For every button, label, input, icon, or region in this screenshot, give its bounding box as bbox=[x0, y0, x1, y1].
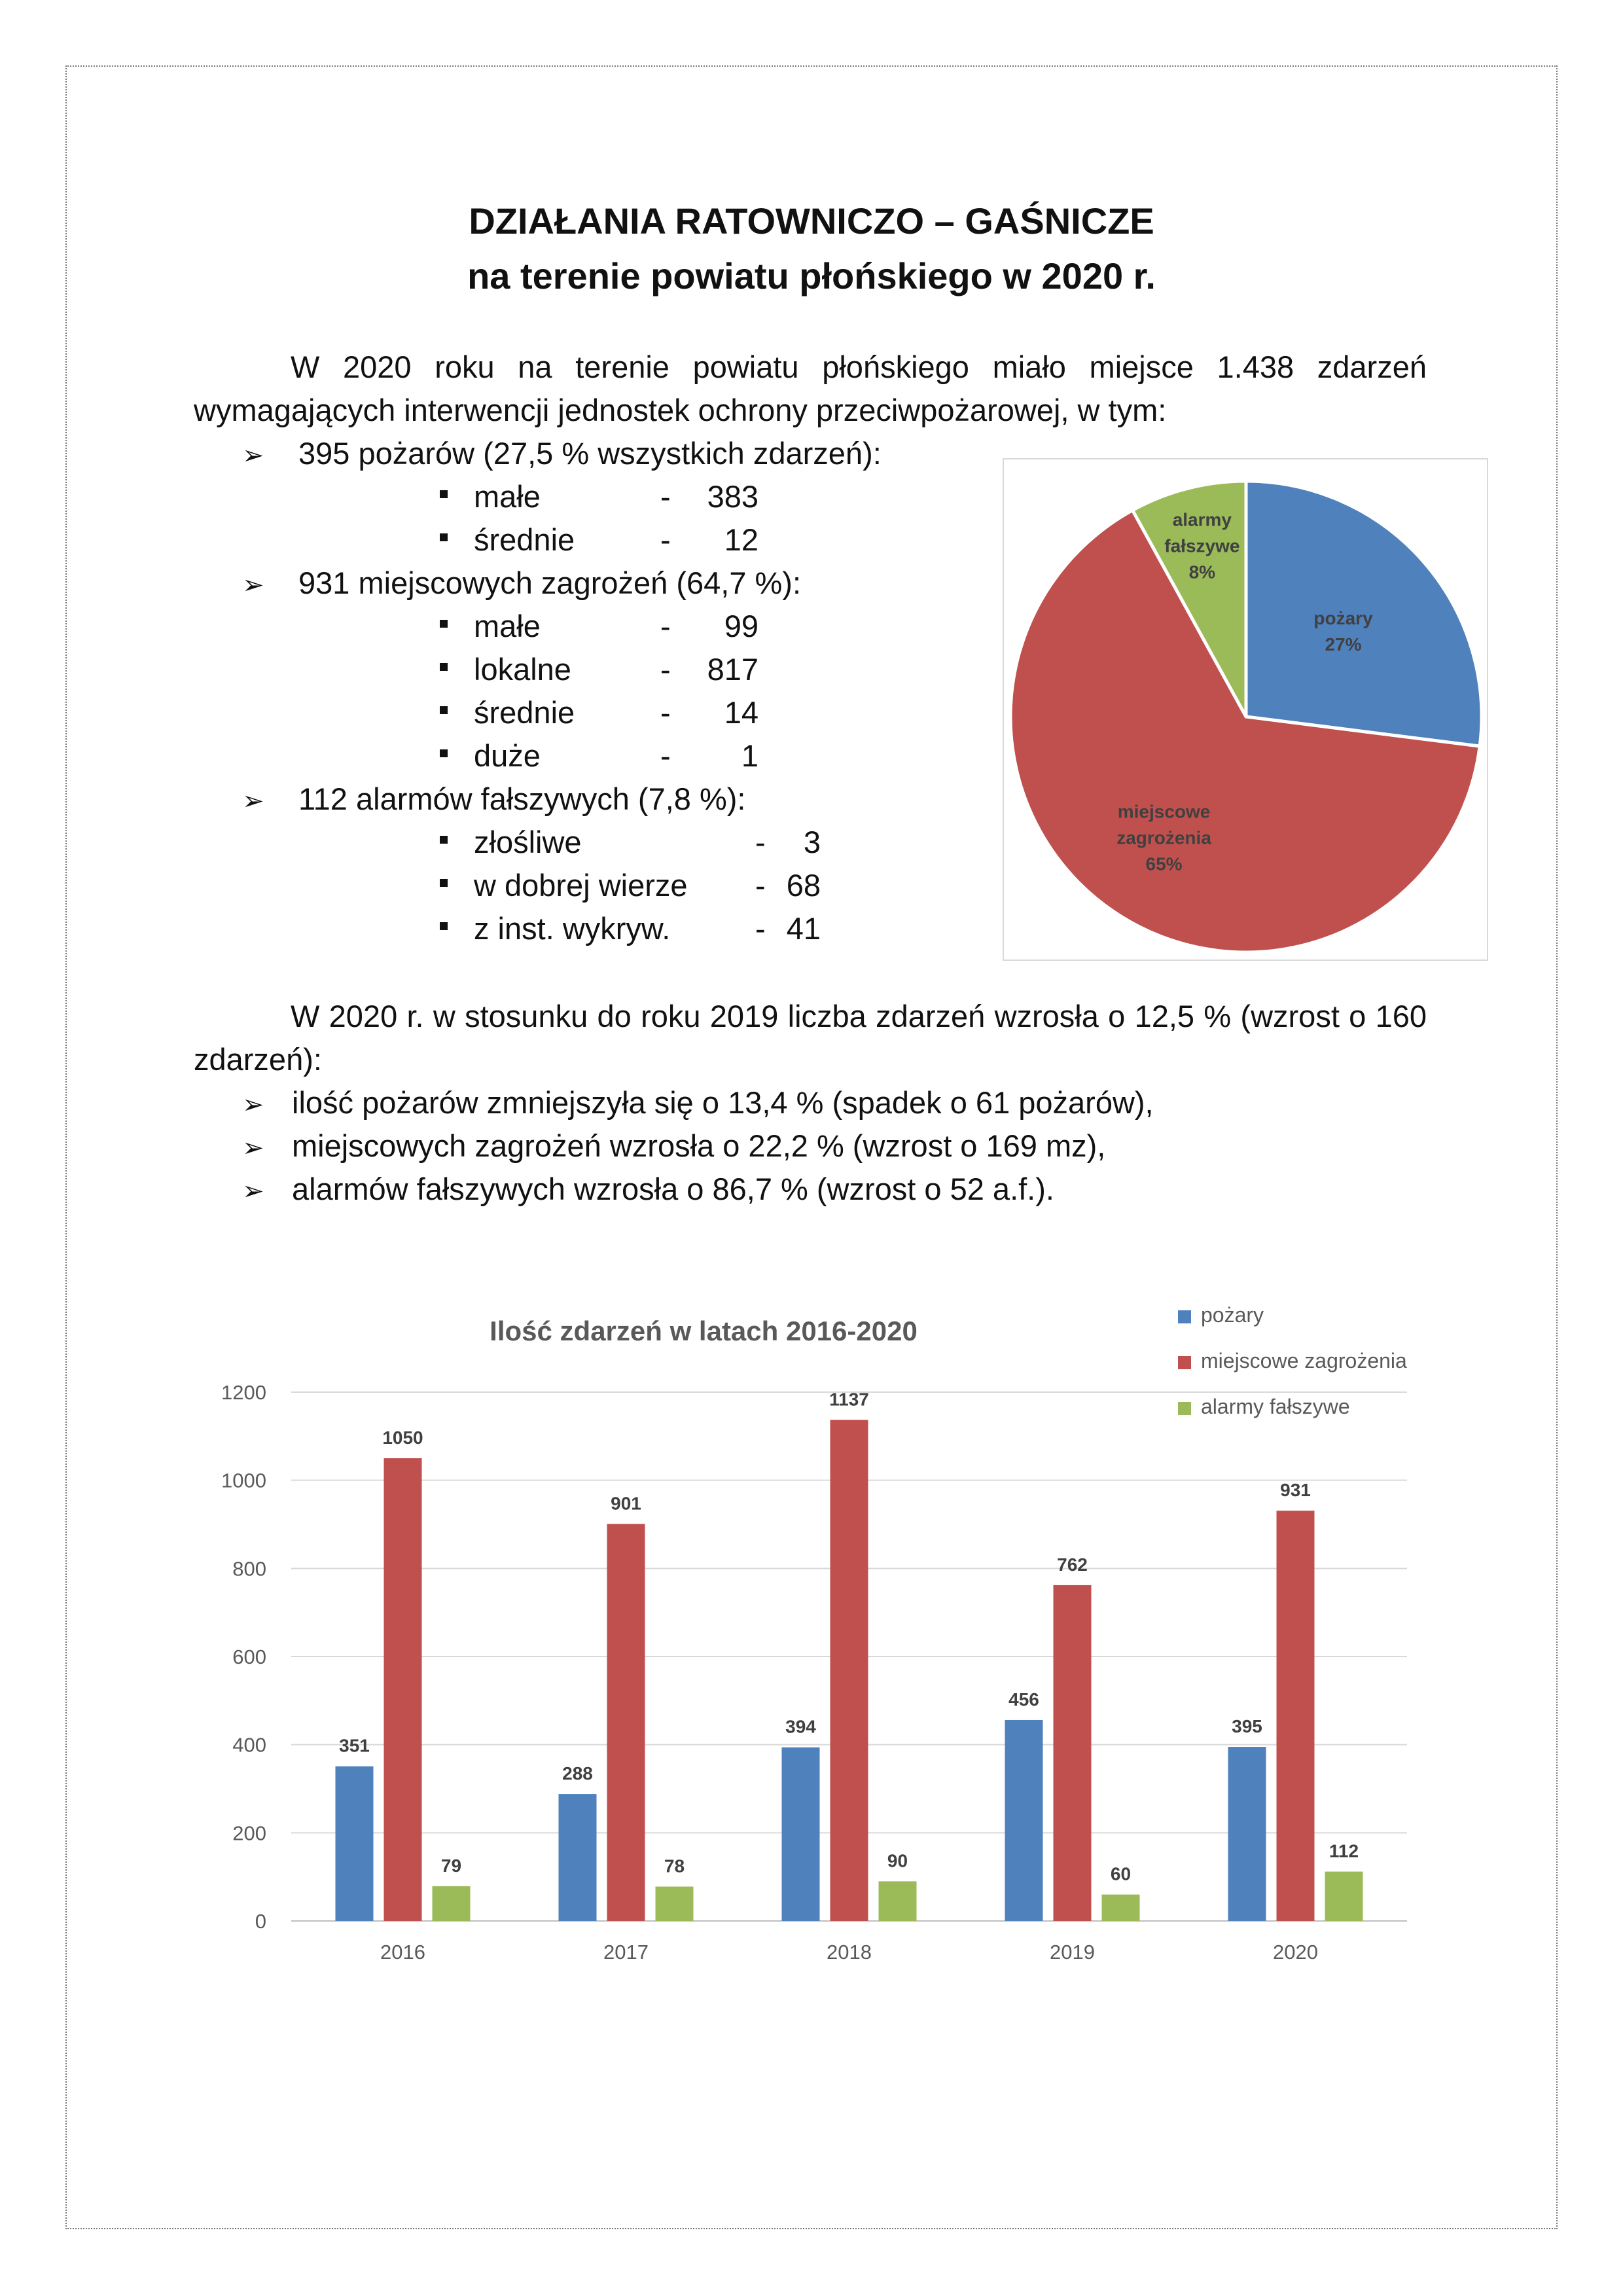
bar bbox=[1228, 1747, 1266, 1921]
arrow-bullet-icon: ➢ bbox=[242, 441, 264, 470]
pie-data-label: fałszywe bbox=[1164, 535, 1240, 556]
bar-data-label: 288 bbox=[562, 1763, 593, 1784]
bar bbox=[384, 1458, 422, 1921]
x-tick-label: 2018 bbox=[827, 1941, 872, 1964]
square-bullet-icon bbox=[440, 879, 448, 887]
bar bbox=[559, 1794, 597, 1921]
bar bbox=[1325, 1872, 1363, 1921]
square-bullet-icon bbox=[440, 620, 448, 628]
legend-swatch bbox=[1178, 1356, 1191, 1369]
bar bbox=[1277, 1511, 1315, 1921]
bar-data-label: 79 bbox=[440, 1855, 462, 1876]
comparison-paragraph bbox=[194, 995, 1427, 1081]
list-item: lokalne - 817 bbox=[440, 648, 758, 691]
pie-data-label: alarmy bbox=[1172, 509, 1232, 530]
arrow-bullet-icon: ➢ bbox=[242, 1177, 264, 1206]
intro-paragraph bbox=[194, 346, 1427, 432]
page-subtitle: na terenie powiatu płońskiego w 2020 r. bbox=[467, 255, 1156, 296]
legend-label: miejscowe zagrożenia bbox=[1201, 1349, 1407, 1372]
bar bbox=[1005, 1720, 1043, 1921]
y-tick-label: 200 bbox=[232, 1821, 266, 1845]
legend-label: pożary bbox=[1201, 1303, 1264, 1327]
bar bbox=[433, 1886, 471, 1921]
bar-data-label: 931 bbox=[1280, 1480, 1311, 1501]
pie-data-label: 65% bbox=[1145, 853, 1183, 874]
bar bbox=[1054, 1585, 1092, 1921]
page-title: DZIAŁANIA RATOWNICZO – GAŚNICZE bbox=[469, 200, 1154, 242]
square-bullet-icon bbox=[440, 749, 448, 757]
list-item: małe - 383 bbox=[440, 475, 758, 518]
pie-chart bbox=[1003, 458, 1488, 961]
comparison-text: W 2020 r. w stosunku do roku 2019 liczba zdarzeń wzrosła o 12,5 % (wzrost o 160 zdarzeń): bbox=[194, 999, 1427, 1077]
x-tick-label: 2019 bbox=[1050, 1941, 1095, 1964]
legend-swatch bbox=[1178, 1402, 1191, 1415]
square-bullet-icon bbox=[440, 663, 448, 671]
arrow-bullet-icon: ➢ bbox=[242, 571, 264, 600]
bar-data-label: 456 bbox=[1008, 1689, 1039, 1710]
arrow-bullet-icon: ➢ bbox=[242, 1090, 264, 1119]
false-alarms-heading: ➢ 112 alarmów fałszywych (7,8 %): bbox=[242, 778, 745, 823]
y-tick-label: 400 bbox=[232, 1733, 266, 1757]
list-item: średnie - 12 bbox=[440, 518, 758, 562]
bar-data-label: 351 bbox=[339, 1735, 370, 1756]
bar-data-label: 112 bbox=[1329, 1840, 1359, 1861]
square-bullet-icon bbox=[440, 490, 448, 498]
square-bullet-icon bbox=[440, 922, 448, 930]
bar bbox=[879, 1881, 917, 1921]
y-tick-label: 1200 bbox=[221, 1381, 266, 1404]
list-item: małe - 99 bbox=[440, 605, 758, 648]
y-tick-label: 0 bbox=[255, 1910, 266, 1933]
legend-swatch bbox=[1178, 1310, 1191, 1323]
list-item: średnie - 14 bbox=[440, 691, 758, 734]
legend-label: alarmy fałszywe bbox=[1201, 1395, 1350, 1418]
bar bbox=[336, 1767, 374, 1921]
intro-text: W 2020 roku na terenie powiatu płońskiego miało miejsce 1.438 zdarzeń wymagających interwencji jednostek ochrony przeciwpożarowej, w tym: bbox=[194, 350, 1427, 427]
pie-chart-svg bbox=[1004, 459, 1489, 962]
bar-data-label: 1050 bbox=[382, 1427, 423, 1448]
list-item: z inst. wykryw. - 41 bbox=[440, 907, 821, 950]
arrow-bullet-icon: ➢ bbox=[242, 1134, 264, 1162]
x-tick-label: 2017 bbox=[603, 1941, 649, 1964]
x-tick-label: 2016 bbox=[380, 1941, 425, 1964]
arrow-bullet-icon: ➢ bbox=[242, 787, 264, 816]
list-item: złośliwe - 3 bbox=[440, 821, 821, 864]
list-item: ➢ alarmów fałszywych wzrosła o 86,7 % (wzrost o 52 a.f.). bbox=[242, 1168, 1054, 1213]
list-item: duże - 1 bbox=[440, 734, 758, 778]
square-bullet-icon bbox=[440, 836, 448, 844]
pie-data-label: 8% bbox=[1188, 562, 1216, 583]
pie-data-label: pożary bbox=[1313, 608, 1373, 629]
list-item: w dobrej wierze - 68 bbox=[440, 864, 821, 907]
fires-heading: ➢ 395 pożarów (27,5 % wszystkich zdarzeń): bbox=[242, 432, 882, 477]
bar-data-label: 78 bbox=[664, 1856, 685, 1876]
y-tick-label: 800 bbox=[232, 1557, 266, 1581]
bar bbox=[782, 1748, 820, 1921]
list-item: ➢ miejscowych zagrożeń wzrosła o 22,2 % (wzrost o 169 mz), bbox=[242, 1124, 1105, 1170]
pie-data-label: 27% bbox=[1325, 634, 1362, 655]
bar bbox=[830, 1420, 868, 1921]
bar-data-label: 1137 bbox=[829, 1389, 869, 1410]
x-tick-label: 2020 bbox=[1273, 1941, 1318, 1964]
bar bbox=[607, 1524, 645, 1921]
bar-data-label: 394 bbox=[785, 1716, 816, 1737]
bar-data-label: 901 bbox=[611, 1493, 641, 1514]
y-tick-label: 600 bbox=[232, 1645, 266, 1668]
pie-data-label: miejscowe bbox=[1117, 801, 1211, 822]
bar-chart bbox=[183, 1283, 1453, 1990]
bar-data-label: 395 bbox=[1232, 1716, 1262, 1737]
bar-data-label: 90 bbox=[887, 1850, 908, 1871]
list-item: ➢ ilość pożarów zmniejszyła się o 13,4 % (spadek o 61 pożarów), bbox=[242, 1081, 1154, 1126]
chart-title: Ilość zdarzeń w latach 2016-2020 bbox=[490, 1316, 918, 1346]
y-tick-label: 1000 bbox=[221, 1469, 266, 1492]
bar-data-label: 60 bbox=[1110, 1863, 1132, 1884]
square-bullet-icon bbox=[440, 706, 448, 714]
threats-heading: ➢ 931 miejscowych zagrożeń (64,7 %): bbox=[242, 562, 801, 607]
square-bullet-icon bbox=[440, 533, 448, 541]
bar bbox=[1102, 1895, 1140, 1921]
bar-data-label: 762 bbox=[1057, 1554, 1088, 1575]
bar-chart-svg bbox=[183, 1283, 1453, 1990]
bar bbox=[656, 1886, 694, 1921]
pie-data-label: zagrożenia bbox=[1116, 827, 1211, 848]
